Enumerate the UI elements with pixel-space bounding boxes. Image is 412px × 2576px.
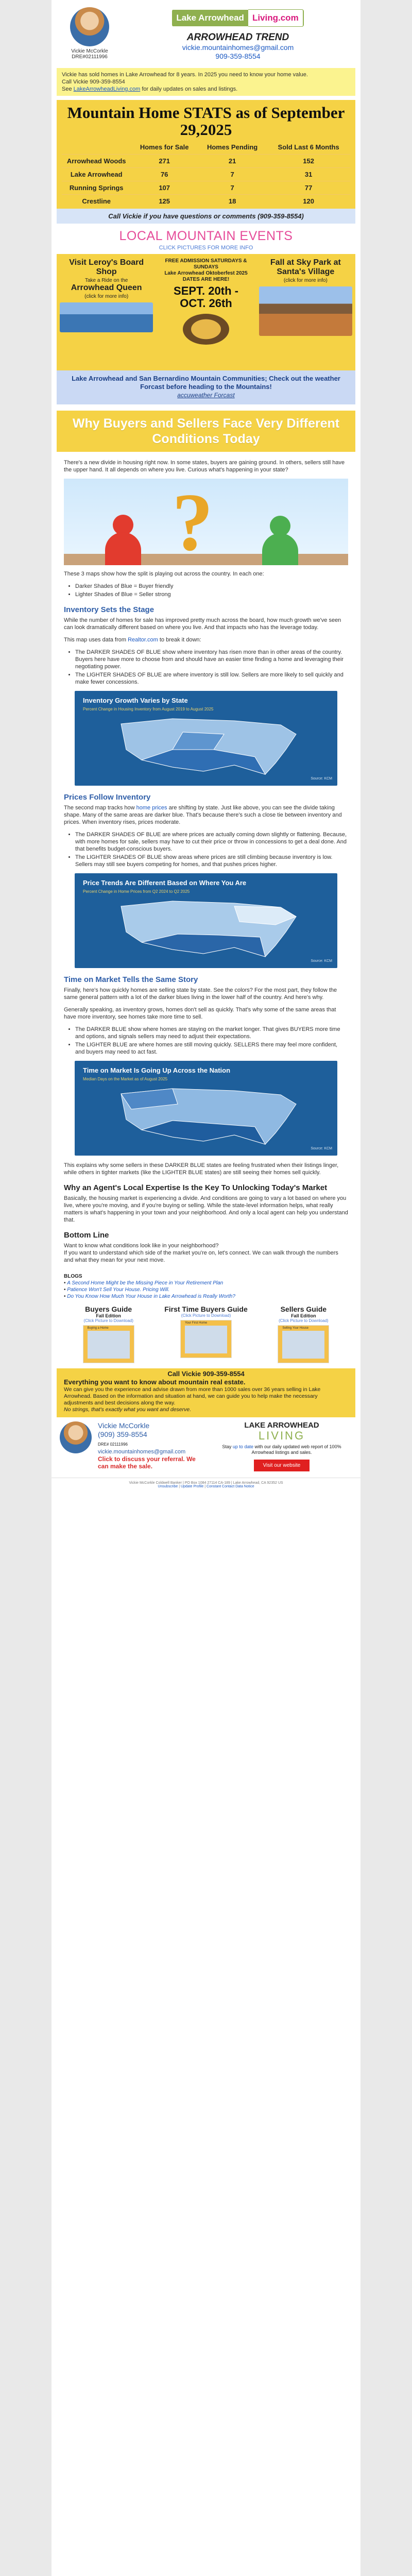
tom-bullets <box>64 1026 348 1056</box>
guide-cover-caption: Selling Your House <box>282 1327 309 1330</box>
red-pawn-body <box>105 532 141 565</box>
article-intro: There's a new divide in housing right now. In some states, buyers are gaining ground. In others, sellers still have the upper hand. It all depends on where you live. Curious what's happening in your state? <box>64 460 345 473</box>
area-name: Arrowhead Woods <box>62 155 131 168</box>
event-oktoberfest[interactable] <box>156 254 255 370</box>
stats-header-row <box>62 142 350 155</box>
question-mark-icon: ? <box>172 479 213 565</box>
time-on-market-heading: Time on Market Tells the Same Story <box>64 975 198 984</box>
list-item: • The LIGHTER SHADES OF BLUE are where inventory is still low. Sellers are more likely to sell quickly and make fewer concessions. <box>75 671 348 686</box>
blog-link[interactable]: A Second Home Might be the Missing Piece in Your Retirement Plan <box>67 1280 224 1286</box>
guide-cover-image[interactable] <box>180 1320 232 1358</box>
stats-col-header: Sold Last 6 Months <box>278 143 339 151</box>
map-title: Inventory Growth Varies by State <box>83 697 188 704</box>
inventory-p2-suffix: to break it down: <box>158 637 201 643</box>
guide-title: Sellers Guide <box>280 1305 327 1313</box>
blogs-section <box>52 1269 360 1300</box>
event-left-mid: Take a Ride on the <box>84 278 128 283</box>
guides-row <box>52 1300 360 1366</box>
event-right-title: Fall at Sky Park at Santa's Village <box>270 258 341 276</box>
blog-item: • A Second Home Might be the Missing Piece in Your Retirement Plan <box>64 1280 224 1286</box>
guide-cover-image[interactable] <box>83 1325 134 1363</box>
accuweather-link[interactable]: accuweather Forcast <box>177 392 235 399</box>
bottom-p1: Want to know what conditions look like in your neighborhood? <box>64 1243 219 1249</box>
guide-cover-photo <box>282 1331 324 1359</box>
call-lead: Everything you want to know about mountain real estate. <box>64 1378 246 1386</box>
home-prices-link[interactable]: home prices <box>136 805 167 811</box>
legal-address: Vickie McCorkle Coldwell Banker | PO Box 1084 27114 CA-189 | Lake Arrowhead, CA 92352 US <box>129 1481 283 1485</box>
table-row <box>62 195 350 208</box>
santas-village-photo[interactable] <box>259 286 352 336</box>
first-time-buyers-guide[interactable] <box>157 1305 254 1363</box>
agent-expertise-heading: Why an Agent's Local Expertise Is the Key To Unlocking Today's Market <box>64 1183 328 1192</box>
guide-cta: (Click Picture to Download) <box>279 1318 329 1323</box>
maps-legend-list <box>64 583 348 598</box>
notice-line-3-prefix: See <box>62 86 74 92</box>
homes-for-sale-value: 125 <box>131 195 198 208</box>
sold-6mo-value: 77 <box>267 181 350 195</box>
referral-link[interactable]: Click to discuss your referral. We can make the sale. <box>98 1455 196 1470</box>
prices-bullets <box>64 831 348 868</box>
homes-pending-value: 7 <box>198 181 267 195</box>
sold-6mo-value: 152 <box>267 155 350 168</box>
map-title: Time on Market Is Going Up Across the Nation <box>83 1066 231 1074</box>
header <box>52 0 360 64</box>
prices-p1-suffix: are shifting by state. Just like above, you can see the divide taking shape. Many of the same areas are darker blue. That's because there's such a close tie between inventory and prices. When inventory rises, prices moderate. <box>64 805 342 825</box>
footer-avatar <box>60 1421 92 1453</box>
notice-line-3 <box>62 86 350 93</box>
inventory-p2-prefix: This map uses data from <box>64 637 128 643</box>
tom-p1: Finally, here's how quickly homes are selling state by state. See the colors? For the most part, they follow the same general pattern with a lot of the darker blues living in the lower half of the country. And here's why. <box>64 987 337 1001</box>
table-row <box>62 168 350 181</box>
list-item: • The DARKER SHADES OF BLUE are where prices are actually coming down slightly or flattening. Because, with more homes for sale, sellers may have to cut their price or throw in concessions to get a deal done. And that benefits budget-conscious buyers. <box>75 831 348 853</box>
prices-p1 <box>64 804 348 826</box>
green-pawn-body <box>262 533 298 565</box>
blog-link[interactable]: Patience Won't Sell Your House. Pricing Will. <box>67 1287 170 1293</box>
footer-stay-text <box>211 1444 352 1455</box>
guide-title: First Time Buyers Guide <box>164 1305 248 1313</box>
event-left-info: (click for more info) <box>84 294 129 299</box>
map-source: Source: KCM <box>311 959 332 963</box>
guide-cta: (Click Picture to Download) <box>181 1313 231 1318</box>
table-row <box>62 155 350 168</box>
footer-stay-suffix: with our daily updated web report of 100% Arrowhead listings and sales. <box>251 1444 341 1455</box>
list-item: • The LIGHTER BLUE are where homes are still moving quickly. SELLERS there may feel more confident, and buyers may need to act fast. <box>75 1041 348 1056</box>
notice-line-1: Vickie has sold homes in Lake Arrowhead for 8 years. In 2025 you need to know your home value. <box>62 72 308 78</box>
sold-6mo-value: 31 <box>267 168 350 181</box>
homes-pending-value: 7 <box>198 168 267 181</box>
guide-edition: Fall Edition <box>291 1313 316 1318</box>
tom-p3: This explains why some sellers in these DARKER BLUE states are feeling frustrated when their listings linger, while others in tighter markets (like the LIGHTER BLUE states) are still seeing their homes sell quickly. <box>64 1162 339 1176</box>
notice-line-3-suffix: for daily updates on sales and listings. <box>140 86 238 92</box>
footer-dre: DRE# 02111996 <box>98 1442 128 1447</box>
logo-text-lake-arrowhead: Lake Arrowhead <box>172 10 248 26</box>
events-title: LOCAL MOUNTAIN EVENTS <box>119 229 293 243</box>
list-item: • The LIGHTER SHADES OF BLUE show areas where prices are still climbing because inventory is low. Sellers may still see buyers competing for homes, and that pushes prices higher. <box>75 854 348 868</box>
time-on-market-map <box>75 1061 337 1156</box>
footer-email-link[interactable]: vickie.mountainhomes@gmail.com <box>98 1449 186 1455</box>
footer-stay-prefix: Stay <box>222 1444 233 1449</box>
list-item: • The DARKER SHADES OF BLUE show where inventory has risen more than in other areas of the country. Buyers here have more to choose from and should have an easier time finding a home and leveraging their negotiating power. <box>75 649 348 670</box>
event-sky-park[interactable] <box>256 254 355 370</box>
inventory-growth-map <box>75 691 337 786</box>
homes-for-sale-value: 76 <box>131 168 198 181</box>
events-heading <box>52 229 360 251</box>
homes-for-sale-value: 107 <box>131 181 198 195</box>
legal-footer <box>52 1478 360 1496</box>
event-board-shop[interactable] <box>57 254 156 370</box>
data-notice-link[interactable]: Constant Contact Data Notice <box>207 1485 254 1488</box>
guide-cover-photo <box>88 1331 130 1359</box>
inventory-bullets <box>64 649 348 686</box>
guide-edition: Fall Edition <box>96 1313 121 1318</box>
newsletter-title: ARROWHEAD TREND <box>186 32 289 43</box>
list-item: • The DARKER BLUE show where homes are staying on the market longer. That gives BUYERS more time and options, and signals sellers may need to adjust their expectations. <box>75 1026 348 1040</box>
map-title: Price Trends Are Different Based on Where You Are <box>83 879 247 887</box>
oktoberfest-badge-icon[interactable] <box>183 314 229 345</box>
table-row <box>62 181 350 195</box>
buyer-seller-hero-image <box>64 479 348 565</box>
list-item: • Lighter Shades of Blue = Seller strong <box>75 591 348 598</box>
guide-title: Buyers Guide <box>85 1305 132 1313</box>
visit-website-button[interactable]: Visit our website <box>254 1460 310 1471</box>
bottom-line-heading: Bottom Line <box>64 1231 109 1240</box>
guide-cta: (Click Picture to Download) <box>83 1318 133 1323</box>
blog-item: • Patience Won't Sell Your House. Pricing Will. <box>64 1287 170 1293</box>
homes-for-sale-value: 271 <box>131 155 198 168</box>
guide-cover-caption: Your First Home <box>184 1321 208 1325</box>
homes-pending-value: 18 <box>198 195 267 208</box>
us-map-icon <box>111 896 306 962</box>
call-vickie-bar[interactable]: Call Vickie if you have questions or comments (909-359-8554) <box>57 209 355 224</box>
tom-p2: Generally speaking, as inventory grows, homes don't sell as quickly. That's why some of the same areas that have more inventory, see homes take more time to sell. <box>64 1007 336 1020</box>
lake-arrowhead-living-logo[interactable] <box>172 9 303 27</box>
logo-text-living: Living.com <box>248 9 304 27</box>
agent-card <box>59 7 121 60</box>
update-profile-link[interactable]: Update Profile <box>180 1485 204 1488</box>
sold-6mo-value: 120 <box>267 195 350 208</box>
inventory-p1: While the number of homes for sale has improved pretty much across the board, how much growth we've seen can look dramatically different based on where you live. And that impacts who has the leverage today. <box>64 617 341 631</box>
call-vickie-section <box>57 1368 355 1417</box>
event-center-dates: SEPT. 20th - OCT. 26th <box>174 284 238 310</box>
unsubscribe-link[interactable]: Unsubscribe <box>158 1485 178 1488</box>
stats-col-header <box>62 142 131 155</box>
footer-phone[interactable]: (909) 359-8554 <box>98 1430 147 1438</box>
brand-block <box>121 7 355 61</box>
sellers-guide[interactable] <box>255 1305 352 1363</box>
map-source: Source: KCM <box>311 777 332 781</box>
agent-p1: Basically, the housing market is experiencing a divide. And conditions are going to vary a lot based on where you live, where you're moving, and if you're buying or selling. While the state-level information helps, what really matters is what's happening in your town and your neighborhood. And only a local agent can help you understand that. <box>64 1195 348 1223</box>
homes-pending-value: 21 <box>198 155 267 168</box>
footer-brand-line-1: LAKE ARROWHEAD <box>244 1421 319 1430</box>
guide-cover-image[interactable] <box>278 1325 329 1363</box>
prices-p1-prefix: The second map tracks how <box>64 805 136 811</box>
guide-cover-photo <box>185 1326 227 1353</box>
area-name: Running Springs <box>62 181 131 195</box>
guide-cover-caption: Buying a Home <box>87 1327 109 1330</box>
map-subtitle: Percent Change in Housing Inventory from August 2019 to August 2025 <box>83 707 214 711</box>
arrowhead-queen-photo[interactable] <box>60 302 153 332</box>
prices-heading: Prices Follow Inventory <box>64 793 151 802</box>
footer-brand <box>201 1421 352 1471</box>
realtor-link[interactable]: Realtor.com <box>128 637 158 643</box>
header-email-link[interactable]: vickie.mountainhomes@gmail.com <box>182 43 294 52</box>
article-body <box>52 452 360 1264</box>
legal-links: Unsubscribe | Update Profile | Constant Contact Data Notice <box>158 1485 254 1488</box>
inventory-heading: Inventory Sets the Stage <box>64 605 154 614</box>
blog-link[interactable]: Do You Know How Much Your House in Lake Arrowhead is Really Worth? <box>67 1294 235 1299</box>
price-trends-map <box>75 873 337 968</box>
call-body-2: No strings, that's exactly what you want and deserve. <box>64 1406 192 1413</box>
map-subtitle: Percent Change in Home Prices from Q2 2024 to Q2 2025 <box>83 889 190 894</box>
stats-panel <box>57 100 355 209</box>
header-phone-link[interactable]: 909-359-8554 <box>215 52 261 60</box>
footer-contact <box>98 1421 201 1470</box>
us-map-icon <box>111 714 306 779</box>
events-subtitle: CLICK PICTURES FOR MORE INFO <box>159 245 253 251</box>
mountain-weather-banner <box>57 370 355 404</box>
stats-col-header: Homes Pending <box>207 143 258 151</box>
event-center-line-1: FREE ADMISSION SATURDAYS & SUNDAYS <box>165 258 247 270</box>
event-left-title-2: Arrowhead Queen <box>71 283 142 292</box>
event-right-info: (click for more info) <box>283 278 328 283</box>
notice-box <box>57 68 355 96</box>
map-source: Source: KCM <box>311 1147 332 1150</box>
buyers-guide[interactable] <box>60 1305 157 1363</box>
stats-table <box>62 142 350 208</box>
stats-col-header: Homes for Sale <box>140 143 189 151</box>
notice-line-2: Call Vickie 909-359-8554 <box>62 79 125 85</box>
event-left-title: Visit Leroy's Board Shop <box>69 258 144 276</box>
agent-avatar <box>70 7 109 46</box>
agent-dre: DRE#02111996 <box>72 54 108 60</box>
mountain-banner-text: Lake Arrowhead and San Bernardino Mountain Communities; Check out the weather Forcast before heading to the Mountains! <box>72 375 340 391</box>
newsletter-page <box>52 0 360 2576</box>
blogs-label: BLOGS <box>64 1274 82 1279</box>
inventory-p2 <box>64 636 348 643</box>
us-map-icon <box>111 1083 306 1149</box>
blog-item: • Do You Know How Much Your House in Lake Arrowhead is Really Worth? <box>64 1294 235 1299</box>
maps-intro: These 3 maps show how the split is playing out across the country. In each one: <box>64 571 264 577</box>
call-vickie-title[interactable]: Call Vickie 909-359-8554 <box>167 1370 245 1378</box>
area-name: Lake Arrowhead <box>62 168 131 181</box>
footer-name: Vickie McCorkle <box>98 1421 150 1430</box>
bottom-p2: If you want to understand which side of the market you're on, let's connect. We can walk through the numbers and what they mean for your next move. <box>64 1250 338 1263</box>
lakearrowheadliving-link[interactable]: LakeArrowheadLiving.com <box>73 86 141 92</box>
up-to-date-link[interactable]: up to date <box>232 1444 253 1449</box>
event-center-line-2: Lake Arrowhead Oktoberfest 2025 DATES ARE HERE! <box>164 270 248 282</box>
footer-brand-line-2: LIVING <box>258 1429 305 1442</box>
list-item: • Darker Shades of Blue = Buyer friendly <box>75 583 348 590</box>
call-body-1: We can give you the experience and advise drawn from more than 1000 sales over 36 years selling in Lake Arrowhead. Based on the information and situation at hand, we can guide you to help make the necessary adjustments and best decisions along the way. <box>64 1386 321 1406</box>
stats-title: Mountain Home STATS as of September 29,2025 <box>67 104 345 139</box>
events-row <box>57 254 355 370</box>
article-heading: Why Buyers and Sellers Face Very Different Conditions Today <box>57 411 355 452</box>
area-name: Crestline <box>62 195 131 208</box>
footer <box>52 1417 360 1476</box>
agent-name: Vickie McCorkle <box>71 48 108 54</box>
map-subtitle: Median Days on the Market as of August 2025 <box>83 1077 168 1081</box>
